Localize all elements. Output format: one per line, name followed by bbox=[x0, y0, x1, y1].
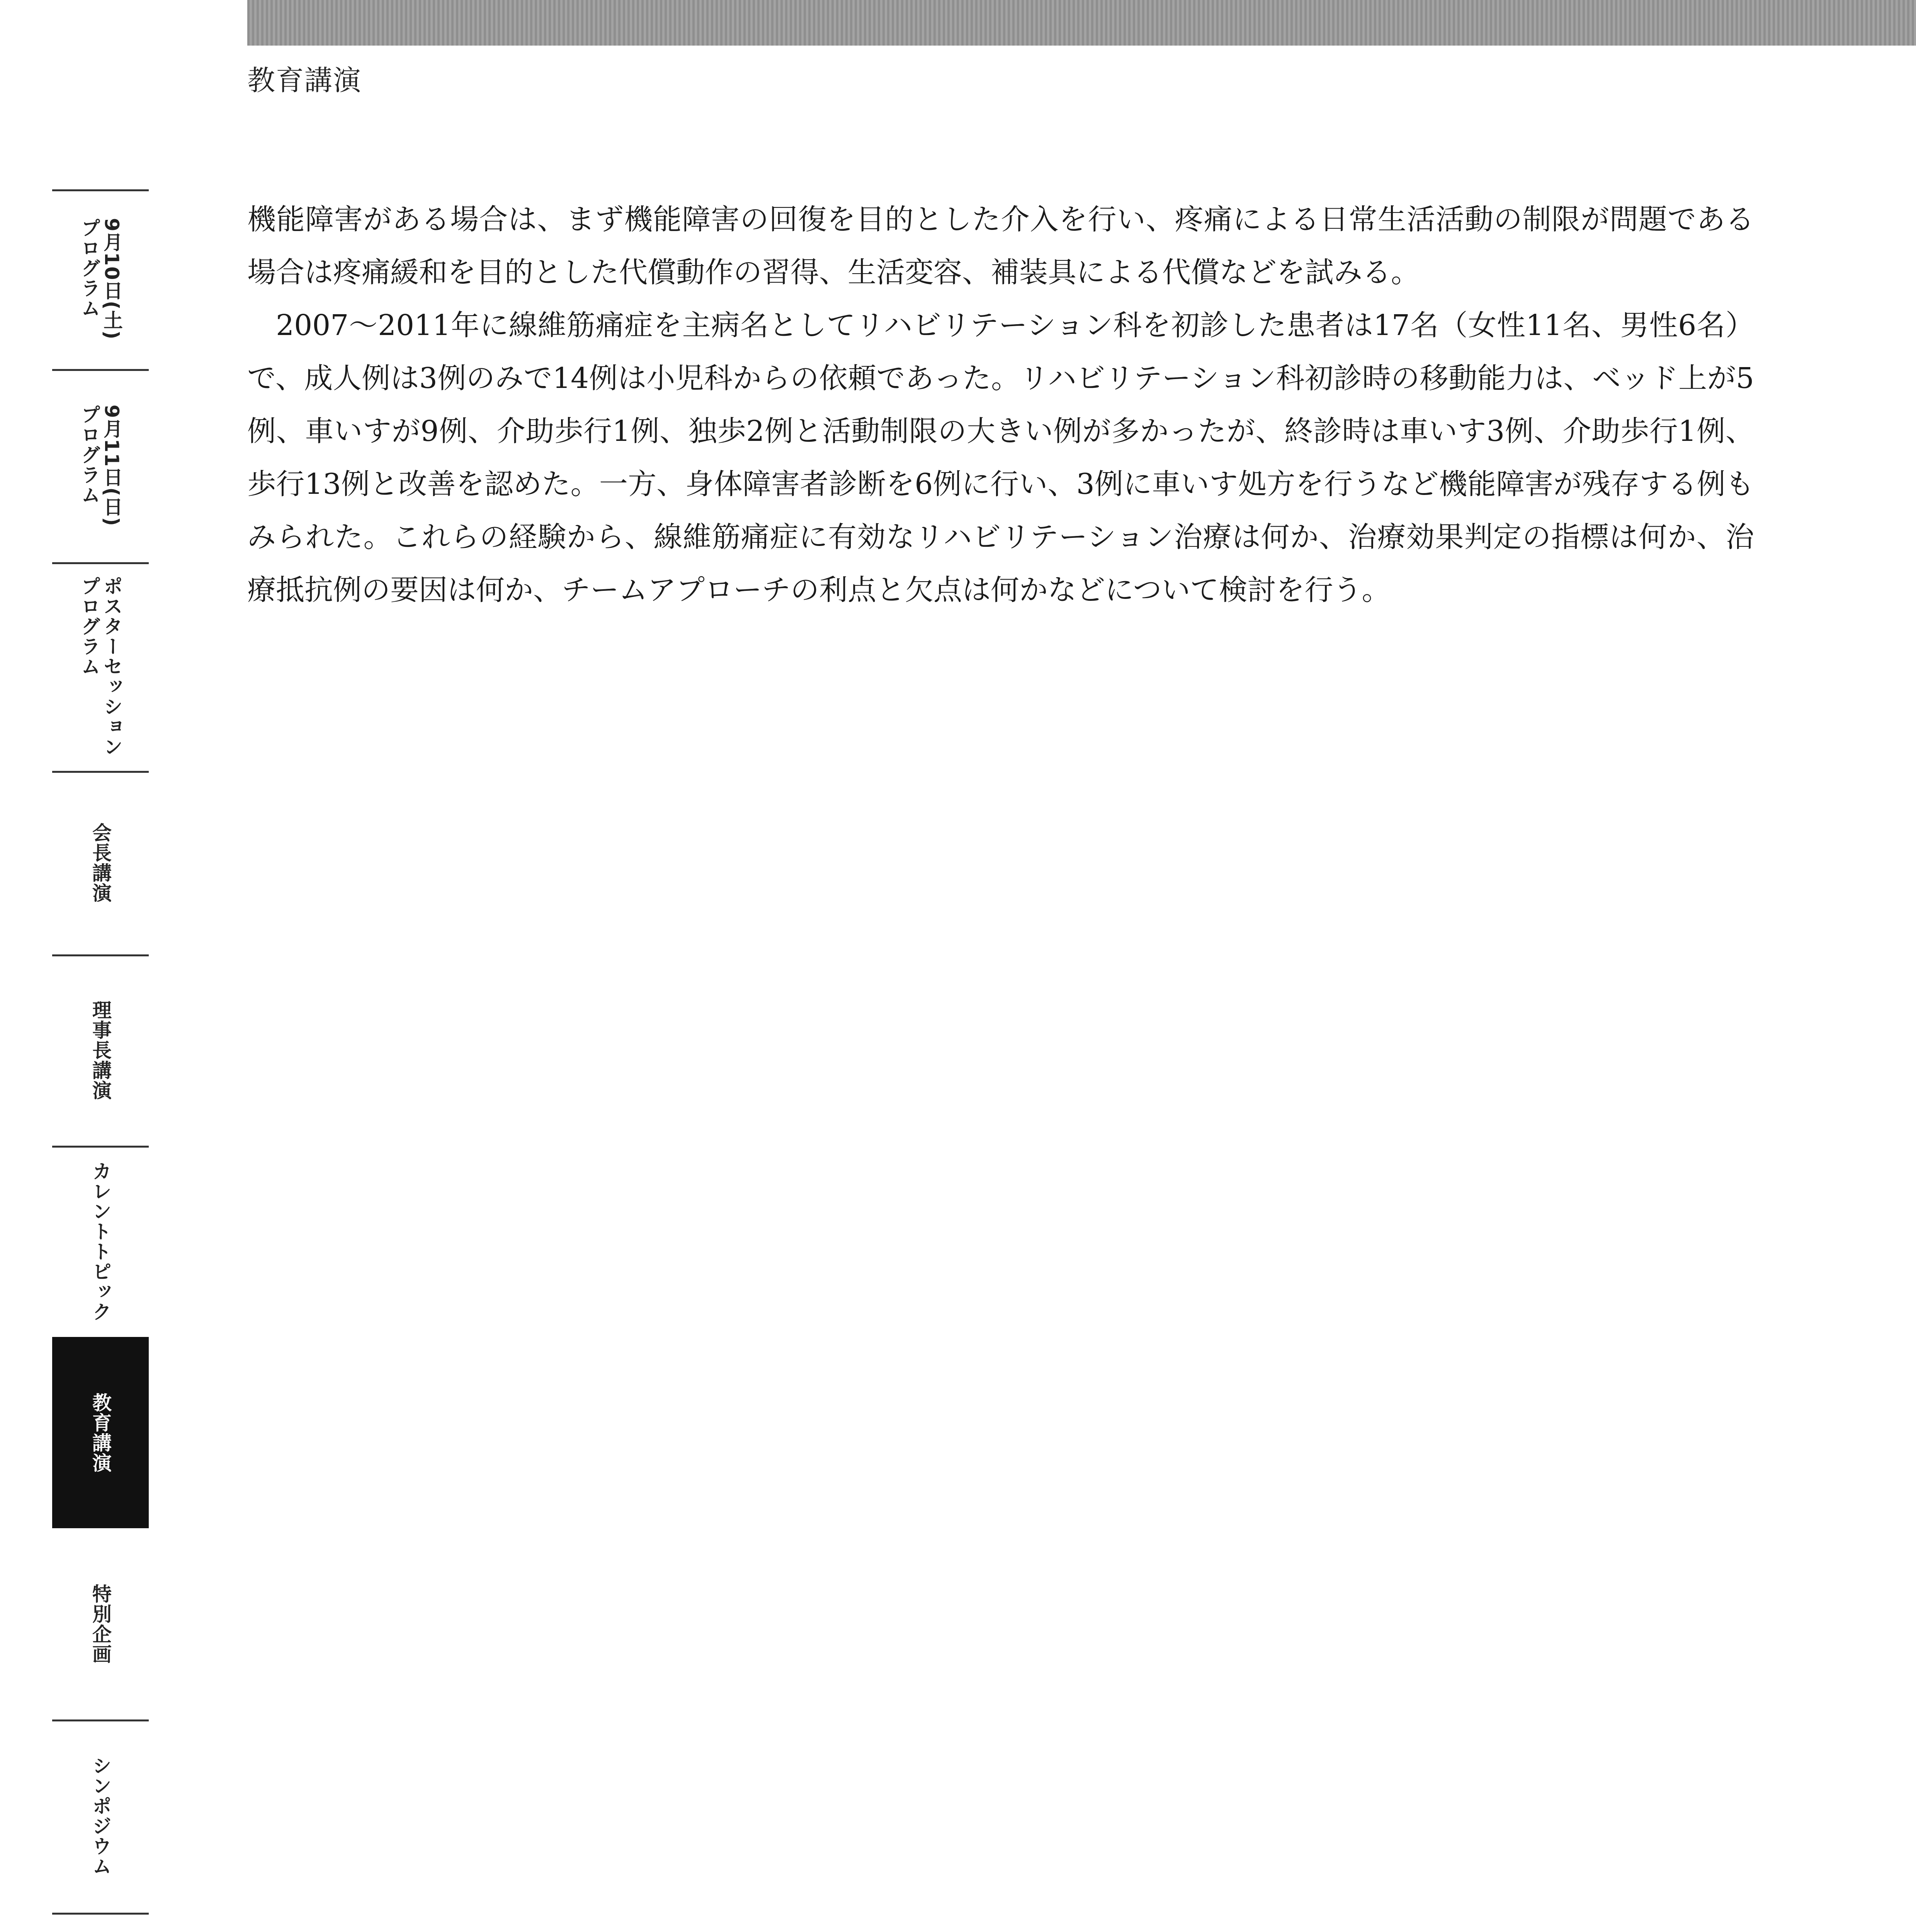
page-title: 教育講演 bbox=[247, 64, 362, 97]
sidebar-item-label: ポスターセッション プログラム bbox=[78, 576, 123, 757]
sidebar-item-educational-lecture[interactable] bbox=[52, 1337, 149, 1528]
sidebar-item-label: 理事長講演 bbox=[89, 1000, 112, 1100]
sidebar-item-label: シンポジウム bbox=[89, 1756, 112, 1876]
sidebar-item-president-lecture[interactable] bbox=[52, 771, 149, 954]
divider bbox=[52, 369, 149, 371]
sidebar-item-special-program[interactable] bbox=[52, 1528, 149, 1719]
sidebar-item-label: カレントトピック bbox=[89, 1161, 112, 1322]
sidebar-item-program-sep10[interactable] bbox=[52, 189, 149, 369]
divider bbox=[52, 1913, 149, 1915]
divider bbox=[52, 1146, 149, 1148]
sidebar-item-label: 会長講演 bbox=[89, 822, 112, 903]
sidebar-item-chairman-lecture[interactable] bbox=[52, 954, 149, 1146]
sidebar-item-label: 特別企画 bbox=[89, 1583, 112, 1664]
sidebar-item-label: 9月10日(土) プログラム bbox=[78, 218, 123, 340]
sidebar-item-symposium[interactable] bbox=[52, 1719, 149, 1913]
paragraph: 機能障害がある場合は、まず機能障害の回復を目的とした介入を行い、疼痛による日常生活活動の制限が問題である場合は疼痛緩和を目的とした代償動作の習得、生活変容、補装具による代償などを試みる。 bbox=[247, 203, 1754, 289]
divider bbox=[52, 1719, 149, 1721]
divider bbox=[52, 189, 149, 191]
sidebar-item-educational-seminar[interactable] bbox=[52, 1913, 149, 1932]
sidebar-item-current-topic[interactable] bbox=[52, 1146, 149, 1337]
sidebar-item-label: 9月11日(日) プログラム bbox=[78, 404, 123, 527]
paragraph: 2007～2011年に線維筋痛症を主病名としてリハビリテーション科を初診した患者は17名（女性11名、男性6名）で、成人例は3例のみで14例は小児科からの依頼であった。リハビリテーション科初診時の移動能力は、ベッド上が5例、車いすが9例、介助歩行1例、独歩2例と活動制限の大きい例が多かったが、終診時は車いす3例、介助歩行1例、歩行13例と改善を認めた。一方、身体障害者診断を6例に行い、3例に車いす処方を行うなど機能障害が残存する例もみられた。これらの経験から、線維筋痛症に有効なリハビリテーション治療は何か、治療効果判定の指標は何か、治療抵抗例の要因は何か、チームアプローチの利点と欠点は何かなどについて検討を行う。 bbox=[247, 309, 1754, 607]
sidebar-item-label: 教育講演 bbox=[89, 1392, 112, 1473]
sidebar-item-program-sep11[interactable] bbox=[52, 369, 149, 562]
header-bar bbox=[247, 0, 1916, 46]
main-content bbox=[247, 193, 1754, 617]
divider bbox=[52, 954, 149, 956]
divider bbox=[52, 562, 149, 564]
divider bbox=[52, 771, 149, 773]
sidebar-item-poster-program[interactable] bbox=[52, 562, 149, 771]
